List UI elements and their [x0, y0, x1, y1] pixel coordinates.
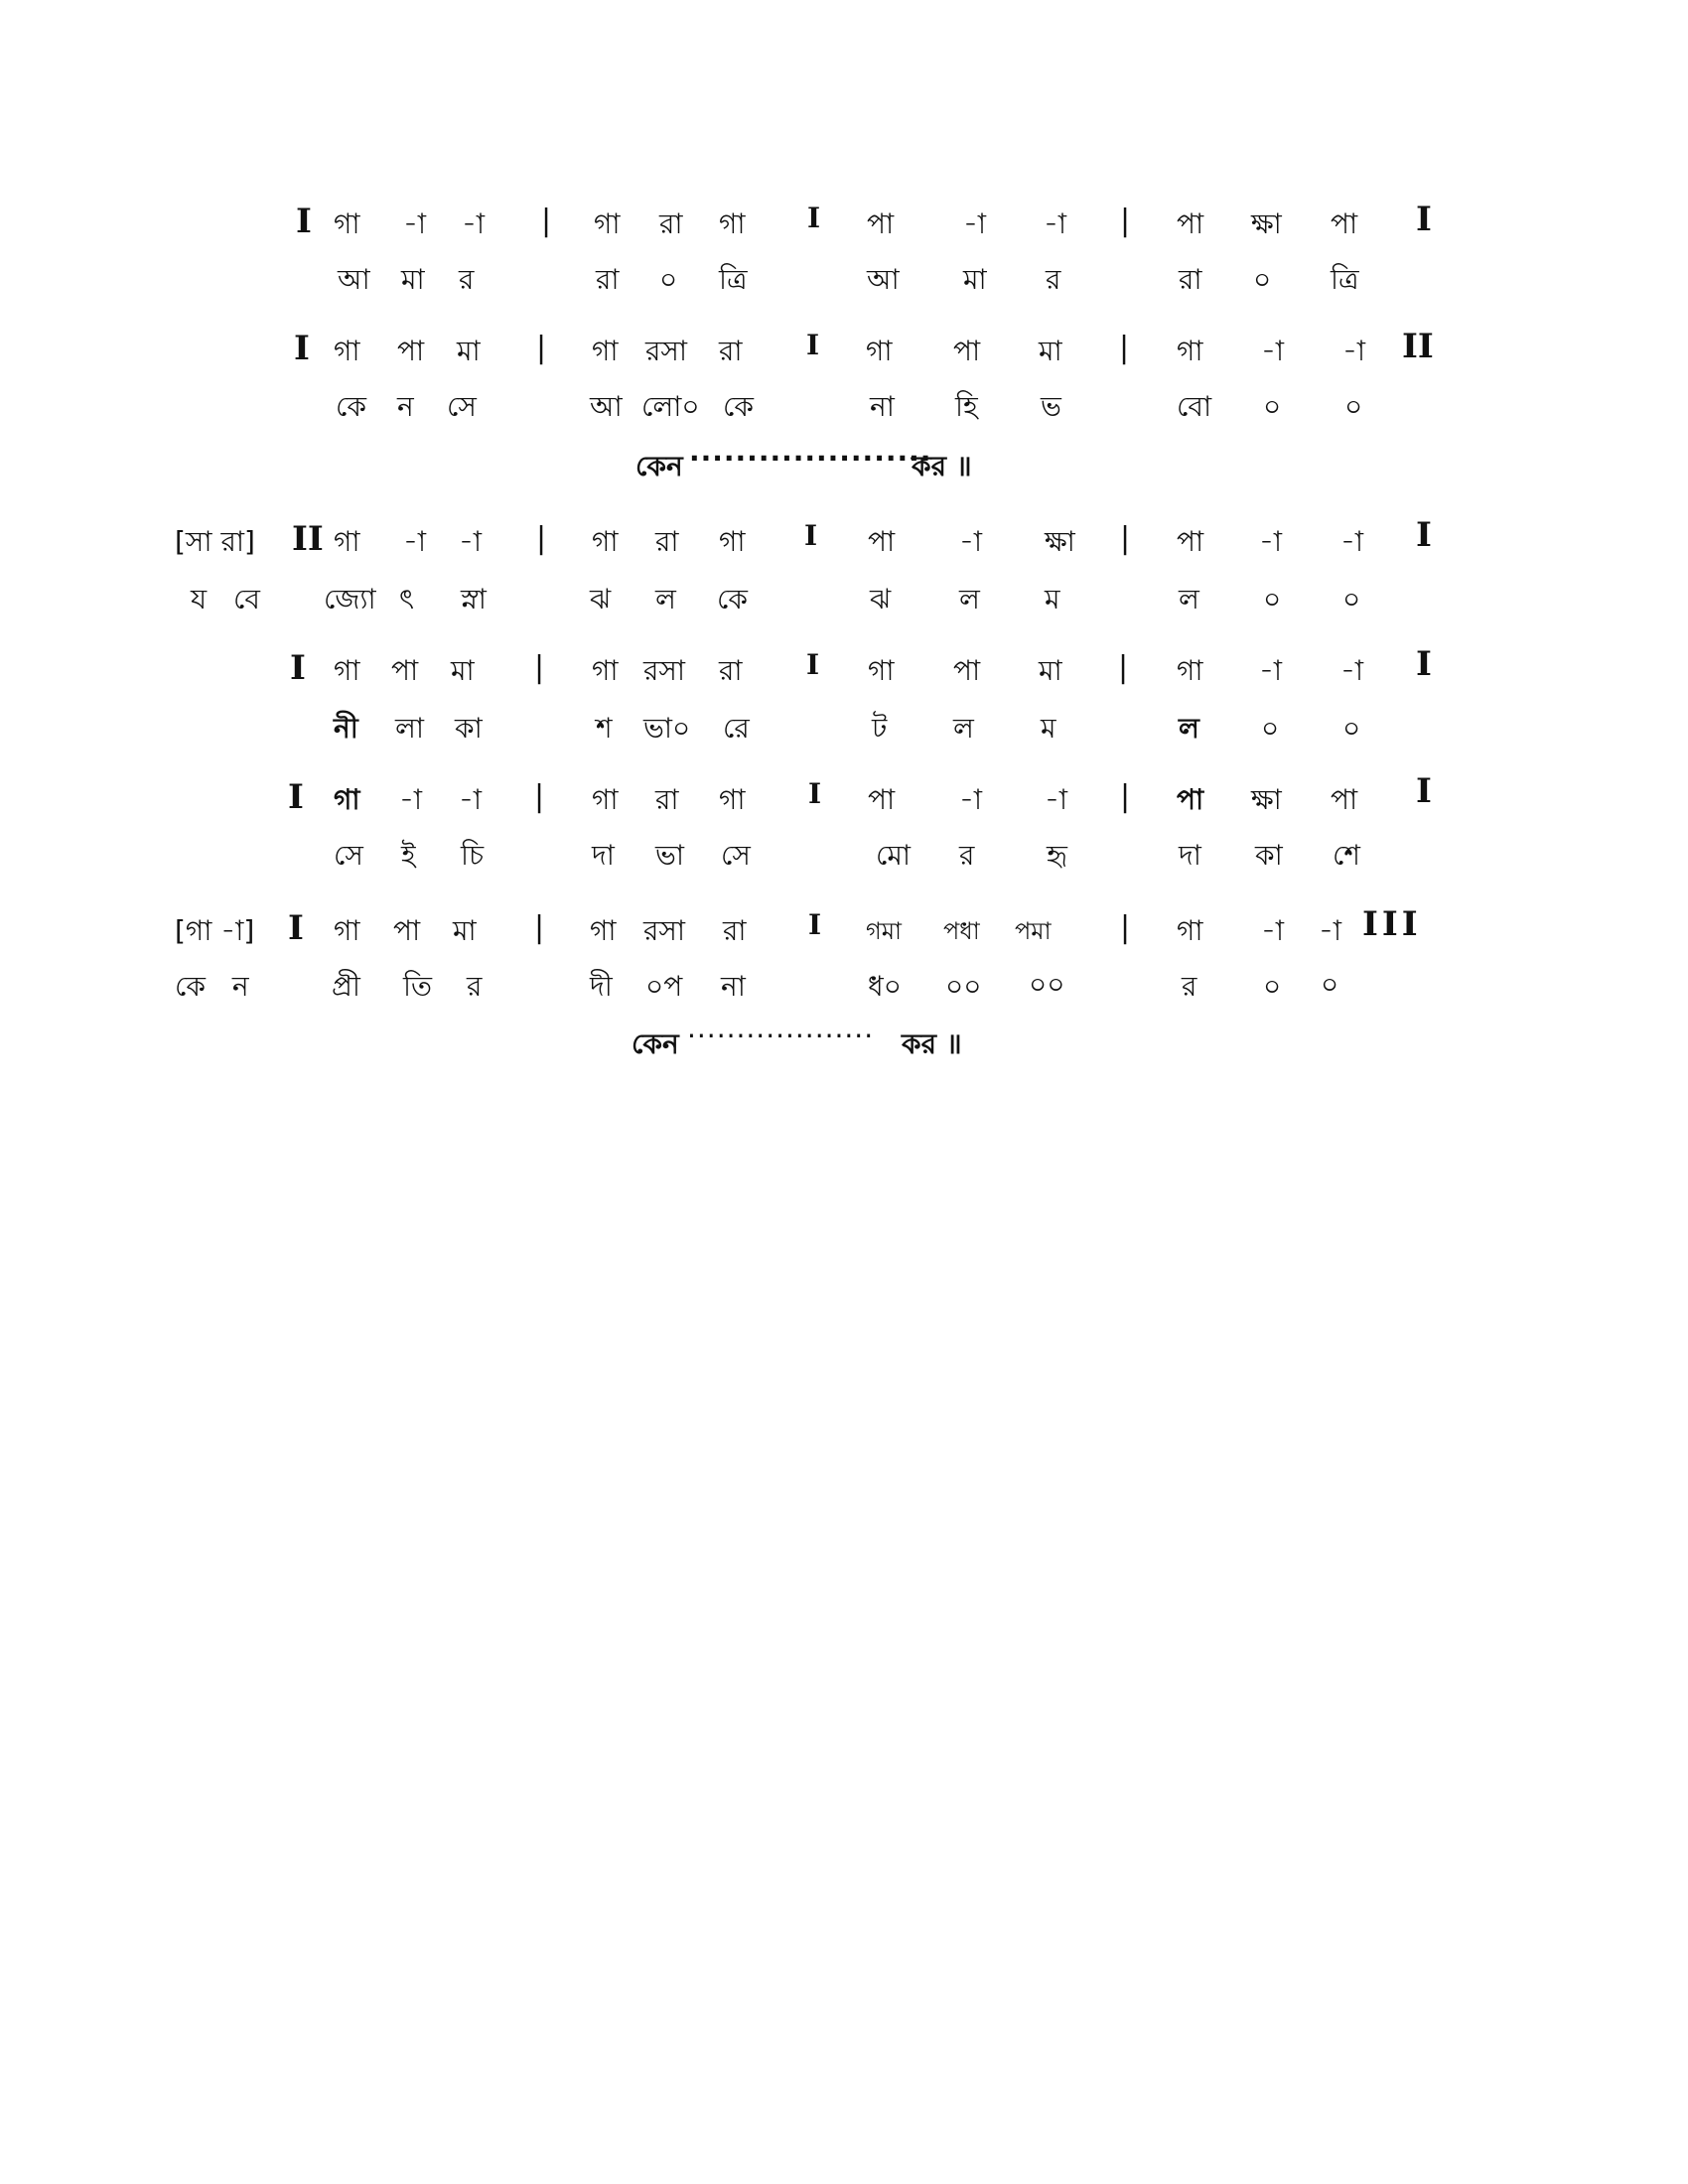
note: গা	[1177, 335, 1203, 367]
lyric: দা	[592, 839, 615, 872]
lyric: ভা	[655, 839, 684, 872]
bar-start: I	[288, 908, 304, 948]
bar: |	[541, 204, 552, 238]
note: পা	[393, 914, 421, 947]
note: গা	[719, 525, 746, 558]
bar: |	[1120, 779, 1131, 814]
bar: |	[1119, 331, 1130, 365]
lyric: শে	[1333, 839, 1360, 872]
lyric: বো	[1177, 390, 1212, 423]
note: পা	[397, 335, 425, 367]
lyric: র	[459, 263, 475, 296]
refrain-end: কর ॥	[902, 1027, 962, 1060]
note: -া	[1319, 914, 1342, 947]
lyric: ভ	[1041, 390, 1061, 423]
note: মা	[453, 914, 477, 947]
note: -া	[1261, 914, 1285, 947]
note: -া	[1045, 783, 1068, 816]
lyric: ৎ	[399, 583, 414, 615]
lyric: ০০	[1029, 968, 1065, 1001]
note: ক্ষা	[1251, 783, 1282, 816]
lyric: না	[721, 970, 746, 1003]
note: রা	[719, 335, 743, 367]
lyric: লা	[395, 712, 424, 745]
note: গা	[590, 914, 617, 947]
lyric: ধ০	[868, 970, 902, 1003]
bar: I	[804, 519, 818, 552]
lyric: কা	[1255, 839, 1283, 872]
lyric: ল	[655, 583, 676, 615]
note: পা	[1177, 207, 1204, 240]
bar-start: I	[294, 329, 310, 368]
lyric: ০	[1261, 712, 1280, 745]
note: গা	[719, 783, 746, 816]
note: গা	[866, 335, 893, 367]
lyric: রা	[1179, 263, 1202, 296]
note: পা	[1331, 207, 1358, 240]
note: -া	[459, 525, 483, 558]
lyric: ০	[1342, 583, 1361, 615]
refrain-start: কেন	[635, 450, 683, 482]
bar: |	[534, 779, 545, 814]
lyric: র	[1046, 263, 1061, 296]
note: মা	[457, 335, 481, 367]
bar: |	[534, 650, 545, 685]
note: -া	[462, 207, 486, 240]
lyric: ০	[1253, 263, 1272, 296]
lyric: ত্রি	[719, 263, 748, 296]
note: -া	[459, 783, 483, 816]
note: রা	[719, 654, 743, 687]
lyric: আ	[867, 263, 900, 296]
note: ক্ষা	[1251, 207, 1282, 240]
lyric: জ্যো	[324, 583, 376, 615]
note: গা	[719, 207, 746, 240]
note: গা	[592, 654, 619, 687]
bar: |	[1120, 910, 1131, 945]
note: গা	[1177, 914, 1203, 947]
lyric: র	[467, 970, 483, 1003]
lyric: কে	[723, 390, 754, 423]
lyric: আ	[590, 390, 623, 423]
note: পা	[953, 654, 981, 687]
note: পা	[1177, 783, 1204, 816]
lyric: মো	[876, 839, 912, 872]
note: মা	[1039, 654, 1062, 687]
refrain-end: কর ॥	[912, 450, 972, 482]
bar: I	[806, 648, 820, 681]
bar-start: I	[290, 648, 306, 688]
lyric: ন	[397, 390, 414, 423]
bar-start: II	[292, 519, 324, 559]
note: ক্ষা	[1045, 525, 1075, 558]
note: গা	[334, 654, 360, 687]
lyric: না	[870, 390, 895, 423]
note: -া	[403, 207, 427, 240]
bar-start: I	[296, 202, 312, 241]
lyric: সে	[447, 390, 477, 423]
note: গা	[334, 783, 360, 816]
lyric: দী	[590, 970, 613, 1003]
refrain-dots: ···················	[687, 1020, 875, 1052]
lyric: সে	[334, 839, 363, 872]
lyric: প্রী	[332, 970, 360, 1003]
lyric: ল	[1179, 583, 1199, 615]
bar-end: I	[1416, 200, 1432, 239]
lyric: কে	[336, 390, 366, 423]
lyric: মা	[963, 263, 987, 296]
lyric: কা	[455, 712, 483, 745]
note: গা	[868, 654, 895, 687]
lyric: ০০	[945, 970, 982, 1003]
refrain-start: কেন	[632, 1027, 679, 1060]
lyric: ০	[1263, 970, 1282, 1003]
note: -া	[1342, 335, 1366, 367]
note: -া	[403, 525, 427, 558]
note: রসা	[643, 654, 686, 687]
lyric: ই	[401, 839, 416, 872]
lyric: ০	[1342, 712, 1361, 745]
note: গা	[592, 783, 619, 816]
note: পা	[1177, 525, 1204, 558]
lyric: কে	[717, 583, 748, 615]
lyric-prefix: য বে	[191, 583, 260, 615]
note: -া	[1340, 525, 1364, 558]
lyric-prefix: কে ন	[175, 970, 249, 1003]
lyric: হৃ	[1047, 839, 1067, 872]
note: রা	[655, 525, 679, 558]
lyric: রা	[596, 263, 620, 296]
bar-end: III	[1362, 904, 1422, 944]
note: -া	[959, 783, 983, 816]
lyric: ল	[953, 712, 974, 745]
note: রসা	[643, 914, 686, 947]
lyric: ঝ	[590, 583, 612, 615]
lyric: ০	[1321, 968, 1339, 1001]
note: গা	[334, 207, 360, 240]
note: গা	[334, 525, 360, 558]
bar-start: I	[288, 777, 304, 817]
note: গা	[334, 335, 360, 367]
bar: |	[536, 331, 547, 365]
note: গমা	[866, 917, 903, 945]
note: রা	[723, 914, 747, 947]
note: -া	[399, 783, 423, 816]
note: গা	[592, 335, 619, 367]
refrain-dots: ·····················	[689, 442, 932, 475]
note: -া	[1340, 654, 1364, 687]
lyric: চি	[461, 839, 485, 872]
bar: I	[808, 777, 822, 810]
bar: |	[1118, 650, 1129, 685]
note: রা	[659, 207, 683, 240]
note: পা	[867, 207, 895, 240]
note: পধা	[943, 917, 980, 945]
lyric: র	[1182, 970, 1197, 1003]
bar-end: I	[1416, 515, 1432, 555]
lyric: হি	[955, 390, 978, 423]
bar: I	[807, 202, 821, 234]
bar: |	[534, 910, 545, 945]
note: পা	[868, 525, 896, 558]
staff-prefix: [সা রা]	[175, 525, 255, 558]
bar: I	[808, 908, 822, 941]
lyric: ট	[872, 712, 888, 745]
lyric: আ	[338, 263, 370, 296]
staff-prefix: [গা -া]	[175, 914, 255, 947]
note: -া	[1259, 654, 1283, 687]
note: -া	[1261, 335, 1285, 367]
lyric: ল	[1179, 712, 1199, 745]
bar-end: II	[1402, 327, 1434, 366]
note: পা	[868, 783, 896, 816]
lyric: ত্রি	[1331, 263, 1359, 296]
note: রসা	[645, 335, 688, 367]
note: পা	[953, 335, 981, 367]
lyric: ০	[1344, 390, 1363, 423]
lyric: ০	[659, 263, 678, 296]
lyric: মা	[401, 263, 425, 296]
lyric: শ	[596, 712, 613, 745]
note: পা	[1331, 783, 1358, 816]
note: পা	[391, 654, 419, 687]
lyric: ০প	[645, 970, 683, 1003]
bar: I	[806, 329, 820, 361]
lyric: দা	[1179, 839, 1201, 872]
bar: |	[1120, 204, 1131, 238]
note: গা	[334, 914, 360, 947]
lyric: ভা০	[643, 712, 691, 745]
lyric: তি	[403, 970, 433, 1003]
lyric: ০	[1263, 390, 1282, 423]
lyric: লো০	[641, 390, 700, 423]
note: -া	[1044, 207, 1067, 240]
note: গা	[1177, 654, 1203, 687]
note: গা	[594, 207, 621, 240]
bar: |	[1120, 521, 1131, 556]
bar-end: I	[1416, 644, 1432, 684]
lyric: র	[959, 839, 975, 872]
note: -া	[963, 207, 987, 240]
lyric: ০	[1263, 583, 1282, 615]
lyric: ঝ	[870, 583, 892, 615]
note: মা	[1039, 335, 1062, 367]
note: গা	[592, 525, 619, 558]
bar-end: I	[1416, 771, 1432, 811]
lyric: নী	[334, 712, 358, 745]
lyric: রে	[723, 712, 750, 745]
lyric: ম	[1041, 712, 1056, 745]
note: মা	[451, 654, 475, 687]
lyric: ম	[1045, 583, 1060, 615]
lyric: সে	[721, 839, 751, 872]
bar: |	[536, 521, 547, 556]
lyric: ল	[959, 583, 980, 615]
lyric: স্না	[461, 583, 487, 615]
note: রা	[655, 783, 679, 816]
note: -া	[1259, 525, 1283, 558]
note: -া	[959, 525, 983, 558]
note: পমা	[1015, 917, 1052, 945]
